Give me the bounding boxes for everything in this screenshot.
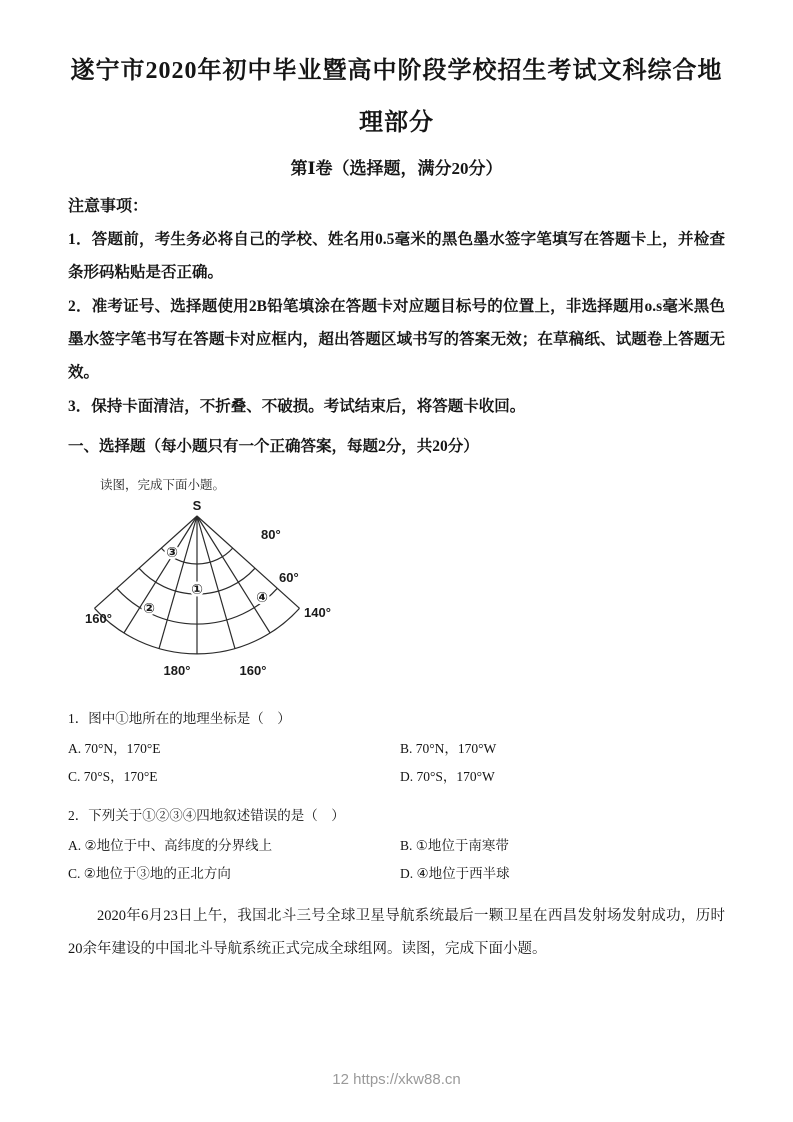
longitude-label: 160° [85,611,112,627]
question-1-option-c: C. 70°S，170°E [68,769,158,785]
volume-heading: 第Ⅰ卷（选择题，满分20分） [290,159,503,179]
longitude-label: 160° [239,663,267,679]
figure-intro: 读图，完成下面小题。 [100,478,226,493]
latitude-label: 60° [279,570,299,586]
question-2-option-d: D. ④地位于西半球 [400,866,510,882]
point-marker-1: ① [191,581,203,598]
question-1-options [68,735,725,791]
point-marker-4: ④ [256,589,268,606]
meridian-line [124,516,197,633]
question-2-option-a: A. ②地位于中、高纬度的分界线上 [68,838,273,854]
question-1-option-a: A. 70°N，170°E [68,741,161,757]
notice-heading: 注意事项： [68,198,149,216]
section-heading: 一、选择题（每小题只有一个正确答案，每题2分，共20分） [68,438,479,456]
question-1-option-b: B. 70°N，170°W [400,741,497,757]
point-marker-3: ③ [166,544,178,561]
question-2-options [68,832,725,888]
question-2-option-b: B. ①地位于南寒带 [400,838,509,854]
question-2-option-c: C. ②地位于③地的正北方向 [68,866,231,882]
latitude-label: 80° [261,527,281,543]
beidou-passage: 2020年6月23日上午，我国北斗三号全球卫星导航系统最后一颗卫星在西昌发射场发射成功，历时20余年建设的中国北斗导航系统正式完成全球组网。读图，完成下面小题。 [68,908,725,958]
point-marker-2: ② [143,600,155,617]
pole-label: S [192,498,202,514]
longitude-label: 140° [304,605,331,621]
meridian-line [197,516,270,633]
page-footer: 12 https://xkw88.cn [332,1071,461,1088]
question-2-stem: 2．下列关于①②③④四地叙述错误的是（ ） [68,808,345,824]
polar-projection-figure [85,496,385,694]
question-1-stem: 1．图中①地所在的地理坐标是（ ） [68,711,291,727]
notice-item-1: 1．答题前，考生务必将自己的学校、姓名用0.5毫米的黑色墨水签字笔填写在答题卡上，并检查条形码粘贴是否正确。 [68,231,725,282]
notice-item-3: 3．保持卡面清洁，不折叠、不破损。考试结束后，将答题卡收回。 [68,398,526,416]
question-1-option-d: D. 70°S，170°W [400,769,495,785]
page-title: 遂宁市2020年初中毕业暨高中阶段学校招生考试文科综合地理部分 [70,58,723,136]
notice-item-2: 2．准考证号、选择题使用2B铅笔填涂在答题卡对应题目标号的位置上，非选择题用o.s毫米黑色墨水签字笔书写在答题卡对应框内，超出答题区域书写的答案无效；在草稿纸、试题卷上答题无效。 [68,298,725,382]
longitude-label: 180° [163,663,191,679]
